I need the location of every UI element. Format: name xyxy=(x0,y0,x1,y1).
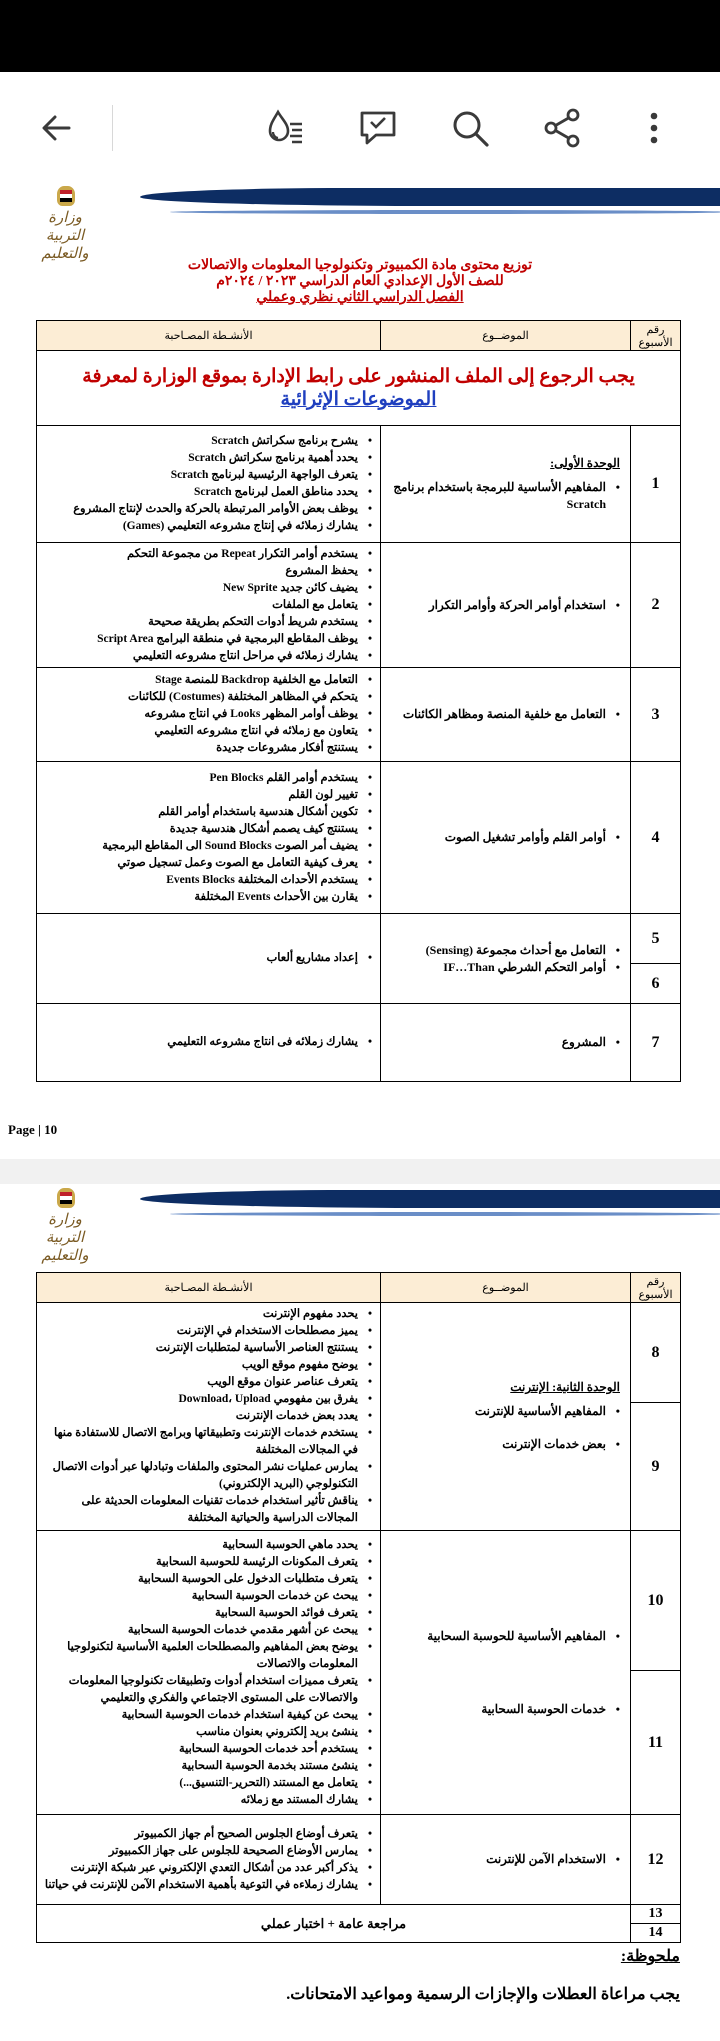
topic-text: • المفاهيم الأساسية للحوسبة السحابية xyxy=(391,1628,620,1645)
curriculum-table-2 xyxy=(36,1272,681,1943)
week-number: 6 xyxy=(631,964,681,1004)
activity-item: • يبحث عن كيفية استخدام خدمات الحوسبة السحابية xyxy=(41,1707,374,1724)
activity-item: • يحدد مفهوم الإنترنت xyxy=(41,1306,374,1323)
topic-text: • التعامل مع خلفية المنصة ومظاهر الكائنات xyxy=(391,706,620,723)
activity-item: • يميز مصطلحات الاستخدام في الإنترنت xyxy=(41,1323,374,1340)
activity-item: • يشرح برنامج سكراتش Scratch xyxy=(41,433,374,450)
activity-item: • يمارس الأوضاع الصحيحة للجلوس على جهاز الكمبيوتر xyxy=(41,1843,374,1860)
week-number: 8 xyxy=(631,1303,681,1403)
topic-cell xyxy=(381,762,631,914)
status-bar xyxy=(0,0,720,72)
activity-item: • يتعرف مميزات استخدام أدوات وتطبيقات تكنولوجيا المعلومات والاتصالات على المستوى الاجتماعي والفكري والتعليمي xyxy=(41,1673,374,1707)
table-row xyxy=(37,914,681,964)
topic-text: • المفاهيم الأساسية للبرمجة باستخدام برنامج Scratch xyxy=(391,479,620,513)
activity-item: • يوظف أوامر المظهر Looks في انتاج مشروعه xyxy=(41,706,374,723)
unit-label: الوحدة الأولى: xyxy=(550,455,620,470)
activity-item: • يضيف أمر الصوت Sound Blocks الى المقاطع البرمجية xyxy=(41,838,374,855)
activity-item: • يتعاون مع زملائه في انتاج مشروعه التعليمي xyxy=(41,723,374,740)
activities-cell xyxy=(37,426,381,543)
activity-item: • يتعرف الواجهة الرئيسية لبرنامج Scratch xyxy=(41,467,374,484)
topic-text: • بعض خدمات الإنترنت xyxy=(391,1436,620,1453)
topic-cell xyxy=(381,914,631,1004)
activity-item: • يتعرف المكونات الرئيسة للحوسبة السحابية xyxy=(41,1554,374,1571)
activity-item: • يحدد مناطق العمل لبرنامج Scratch xyxy=(41,484,374,501)
activity-item: • يتعرف أوضاع الجلوس الصحيح أم جهاز الكمبيوتر xyxy=(41,1826,374,1843)
activity-item: • يوضح مفهوم موقع الويب xyxy=(41,1357,374,1374)
document-page-1 xyxy=(0,184,720,1159)
topic-cell xyxy=(381,1531,631,1815)
activities-cell xyxy=(37,762,381,914)
column-header-topic: الموضــوع xyxy=(381,321,631,351)
document-page-2 xyxy=(0,1184,720,2041)
activity-item: • يفرق بين مفهومي Download، Upload xyxy=(41,1391,374,1408)
activity-item: • يوظف المقاطع البرمجية في منطقة البرامج Script Area xyxy=(41,631,374,648)
topic-cell xyxy=(381,426,631,543)
table-row xyxy=(37,426,681,543)
table-row xyxy=(37,668,681,762)
table-row xyxy=(37,1905,681,1924)
column-header-week: رقم الأسبوع xyxy=(631,321,681,351)
activity-item: • يذكر أكبر عدد من أشكال التعدي الإلكتروني عبر شبكة الإنترنت xyxy=(41,1860,374,1877)
activity-item: • يشارك زملاءه في التوعية بأهمية الاستخدام الآمن للإنترنت في حياتنا xyxy=(41,1877,374,1894)
topic-text: • المفاهيم الأساسية للإنترنت xyxy=(391,1403,620,1420)
header-band-line xyxy=(170,1212,720,1216)
share-icon[interactable] xyxy=(534,100,590,156)
header-band xyxy=(140,1190,720,1208)
week-number: 5 xyxy=(631,914,681,964)
activity-item: • يعرف كيفية التعامل مع الصوت وعمل تسجيل صوتي xyxy=(41,855,374,872)
activity-item: • يتعرف متطلبات الدخول على الحوسبة السحابية xyxy=(41,1571,374,1588)
table-row xyxy=(37,543,681,668)
topic-cell xyxy=(381,1303,631,1531)
week-number: 2 xyxy=(631,543,681,668)
table-row xyxy=(37,762,681,914)
table-row xyxy=(37,1531,681,1671)
column-header-topic: الموضــوع xyxy=(381,1273,631,1303)
activity-item: • يحدد أهمية برنامج سكراتش Scratch xyxy=(41,450,374,467)
week-number: 12 xyxy=(631,1815,681,1905)
enrichment-link[interactable]: الموضوعات الإثرائية xyxy=(280,389,437,410)
activity-item: • التعامل مع الخلفية Backdrop للمنصة Stage xyxy=(41,672,374,689)
activity-item: • يوضح بعض المفاهيم والمصطلحات العلمية الأساسية لتكنولوجيا المعلومات والاتصالات xyxy=(41,1639,374,1673)
activities-cell xyxy=(37,543,381,668)
activity-item: • يستخدم أحد خدمات الحوسبة السحابية xyxy=(41,1741,374,1758)
activity-item: • يعدد بعض خدمات الإنترنت xyxy=(41,1408,374,1425)
document-viewport[interactable] xyxy=(0,184,720,2041)
header-band xyxy=(140,188,720,206)
activity-item: • يمارس عمليات نشر المحتوى والملفات وتبادلها عبر أدوات الاتصال التكنولوجي (البريد الإلكتروني) xyxy=(41,1459,374,1493)
heading-line-3: الفصل الدراسي الثاني نظري وعملي xyxy=(256,290,464,305)
activity-item: • يبحث عن أشهر مقدمي خدمات الحوسبة السحابية xyxy=(41,1622,374,1639)
activity-item: • تكوين أشكال هندسية باستخدام أوامر القلم xyxy=(41,804,374,821)
activity-item: • يوظف بعض الأوامر المرتبطة بالحركة والحدث لإنتاج المشروع xyxy=(41,501,374,518)
week-number: 3 xyxy=(631,668,681,762)
viewer-toolbar xyxy=(0,72,720,184)
topic-cell xyxy=(381,1815,631,1905)
reading-mode-icon[interactable] xyxy=(258,100,314,156)
topic-cell xyxy=(381,543,631,668)
activity-item: • يتعرف عناصر عنوان موقع الويب xyxy=(41,1374,374,1391)
activity-item: • يستنتج العناصر الأساسية لمتطلبات الإنترنت xyxy=(41,1340,374,1357)
activity-item: • يستخدم شريط أدوات التحكم بطريقة صحيحة xyxy=(41,614,374,631)
activities-cell xyxy=(37,1004,381,1082)
activity-item: • يناقش تأثير استخدام خدمات تقنيات المعلومات الحديثة على المجالات الدراسية والحياتية المختلفة xyxy=(41,1493,374,1527)
activities-cell xyxy=(37,1531,381,1815)
column-header-activities: الأنشـطة المصـاحبة xyxy=(37,1273,381,1303)
enrichment-banner xyxy=(37,351,681,426)
activities-cell xyxy=(37,1815,381,1905)
activities-cell xyxy=(37,1303,381,1531)
topic-text: • أوامر التحكم الشرطي IF…Than xyxy=(391,959,620,976)
activity-item: • يستنتج أفكار مشروعات جديدة xyxy=(41,740,374,757)
more-vertical-icon[interactable] xyxy=(626,100,682,156)
activity-item: • يستخدم أوامر التكرار Repeat من مجموعة التحكم xyxy=(41,546,374,563)
column-header-activities: الأنشـطة المصـاحبة xyxy=(37,321,381,351)
activity-item: • يتعامل مع الملفات xyxy=(41,597,374,614)
topic-text: • الاستخدام الآمن للإنترنت xyxy=(391,1851,620,1868)
flag-icon xyxy=(60,190,72,202)
activity-item: • يستنتج كيف يصمم أشكال هندسية جديدة xyxy=(41,821,374,838)
ministry-logo: وزارة التربية والتعليم xyxy=(30,1188,100,1248)
table-row xyxy=(37,1303,681,1403)
ministry-logo: وزارة التربية والتعليم xyxy=(30,186,100,246)
arrow-left-icon[interactable] xyxy=(28,100,84,156)
topic-cell xyxy=(381,1004,631,1082)
week-number: 10 xyxy=(631,1531,681,1671)
topic-text: • المشروع xyxy=(391,1034,620,1051)
note-title: ملحوظة: xyxy=(620,1948,680,1965)
activity-item: • يحفظ المشروع xyxy=(41,563,374,580)
table-row xyxy=(37,1004,681,1082)
column-header-week: رقم الأسبوع xyxy=(631,1273,681,1303)
heading-line-1: توزيع محتوى مادة الكمبيوتر وتكنولوجيا المعلومات والاتصالات xyxy=(187,258,533,273)
week-number: 1 xyxy=(631,426,681,543)
activities-cell xyxy=(37,668,381,762)
activity-item: • يستخدم أوامر القلم Pen Blocks xyxy=(41,770,374,787)
activities-cell xyxy=(37,914,381,1004)
flag-icon xyxy=(60,1192,72,1204)
activity-item: • يحدد ماهي الحوسبة السحابية xyxy=(41,1537,374,1554)
topic-text: • استخدام أوامر الحركة وأوامر التكرار xyxy=(391,597,620,614)
header-band-line xyxy=(170,210,720,214)
activity-item: • تغيير لون القلم xyxy=(41,787,374,804)
activity-item: • ينشئ مستند بخدمة الحوسبة السحابية xyxy=(41,1758,374,1775)
activity-item: • يشارك زملائه في مراحل انتاج مشروعه التعليمي xyxy=(41,648,374,665)
topic-cell xyxy=(381,668,631,762)
topic-text: • أوامر القلم وأوامر تشغيل الصوت xyxy=(391,829,620,846)
week-number: 7 xyxy=(631,1004,681,1082)
activity-item: • يتحكم في المظاهر المختلفة (Costumes) للكائنات xyxy=(41,689,374,706)
activity-item: • يشارك زملائه في إنتاج مشروعه التعليمي (Games) xyxy=(41,518,374,535)
toolbar-divider xyxy=(112,105,113,151)
week-number: 4 xyxy=(631,762,681,914)
activity-item: • إعداد مشاريع ألعاب xyxy=(41,950,374,967)
comment-icon[interactable] xyxy=(350,100,406,156)
topic-text: • خدمات الحوسبة السحابية xyxy=(391,1701,620,1718)
activity-item: • يتعامل مع المستند (التحرير-التنسيق...) xyxy=(41,1775,374,1792)
week-number: 13 xyxy=(631,1905,681,1924)
banner-text: يجب الرجوع إلى الملف المنشور على رابط الإدارة بموقع الوزارة لمعرفة xyxy=(82,366,635,387)
activity-item: • يشارك زملائه فى انتاج مشروعه التعليمي xyxy=(41,1034,374,1051)
activity-item: • يبحث عن خدمات الحوسبة السحابية xyxy=(41,1588,374,1605)
unit-label: الوحدة الثانية: الإنترنت xyxy=(510,1380,620,1394)
week-number: 11 xyxy=(631,1671,681,1815)
activity-item: • يستخدم خدمات الإنترنت وتطبيقاتها وبرامج الاتصال للاستفادة منها في المجالات المختلفة xyxy=(41,1425,374,1459)
week-number: 9 xyxy=(631,1403,681,1531)
activity-item: • يضيف كائن جديد New Sprite xyxy=(41,580,374,597)
note-text: يجب مراعاة العطلات والإجازات الرسمية ومواعيد الامتحانات. xyxy=(286,1986,680,2003)
activity-item: • يتعرف فوائد الحوسبة السحابية xyxy=(41,1605,374,1622)
table-row xyxy=(37,1815,681,1905)
heading-line-2: للصف الأول الإعدادي العام الدراسي ٢٠٢٣ / ٢٠٢٤م xyxy=(216,274,504,289)
page-heading xyxy=(60,258,660,306)
activity-item: • يستخدم الأحداث المختلفة Events Blocks xyxy=(41,872,374,889)
search-icon[interactable] xyxy=(442,100,498,156)
curriculum-table-1 xyxy=(36,320,681,1082)
activity-item: • يشارك المستند مع زملائه xyxy=(41,1792,374,1809)
topic-text: • التعامل مع أحداث مجموعة (Sensing) xyxy=(391,942,620,959)
page-number: Page | 10 xyxy=(8,1122,58,1137)
activity-item: • يقارن بين الأحداث Events المختلفة xyxy=(41,889,374,906)
week-number: 14 xyxy=(631,1924,681,1943)
review-cell: مراجعة عامة + اختبار عملي xyxy=(37,1905,631,1943)
activity-item: • ينشئ بريد إلكتروني بعنوان مناسب xyxy=(41,1724,374,1741)
